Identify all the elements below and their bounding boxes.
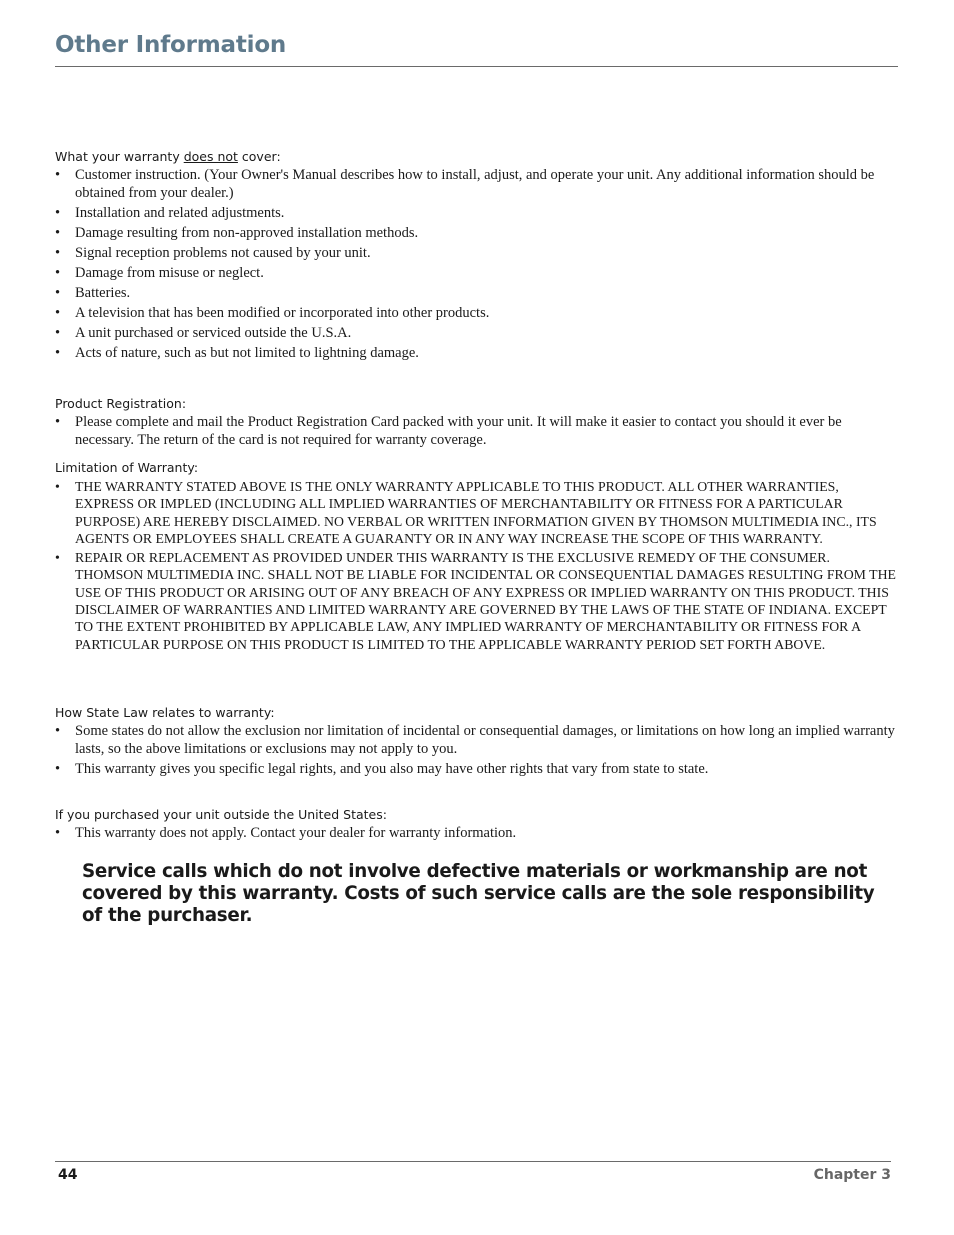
list-item-text: Damage from misuse or neglect.: [75, 264, 264, 281]
state-law-list: [55, 723, 898, 778]
list-item: [55, 345, 898, 363]
list-item: [55, 825, 898, 843]
state-law-heading: How State Law relates to warranty:: [55, 705, 275, 720]
list-item: [55, 205, 898, 223]
bullet-icon: •: [55, 550, 60, 566]
list-item: [55, 265, 898, 283]
list-item-text: Damage resulting from non-approved installation methods.: [75, 224, 419, 241]
registration-section: [55, 394, 898, 452]
heading-prefix: What your warranty: [55, 149, 184, 164]
not-covered-list: [55, 167, 898, 362]
state-law-section: [55, 703, 898, 781]
not-covered-heading: [55, 147, 898, 166]
limitation-list: [55, 478, 898, 653]
not-covered-section: [55, 147, 898, 365]
list-item-text: Installation and related adjustments.: [75, 204, 285, 221]
list-item: [55, 245, 898, 263]
list-item-text: Batteries.: [75, 284, 131, 301]
list-item-text: A unit purchased or serviced outside the U.S.A.: [75, 324, 352, 341]
page-title: Other Information: [55, 32, 287, 58]
bullet-icon: •: [55, 344, 61, 361]
heading-underlined: does not: [183, 149, 238, 164]
bullet-icon: •: [55, 723, 61, 739]
list-item: [55, 225, 898, 243]
list-item-text: This warranty does not apply. Contact your dealer for warranty information.: [75, 825, 517, 841]
bullet-icon: •: [55, 414, 61, 430]
limitation-heading: Limitation of Warranty:: [55, 460, 199, 475]
bullet-icon: •: [55, 264, 61, 281]
bullet-icon: •: [55, 204, 61, 221]
outside-us-heading: If you purchased your unit outside the United States:: [55, 807, 387, 822]
heading-suffix: cover:: [237, 149, 281, 164]
list-item: [55, 478, 898, 547]
list-item: [55, 285, 898, 303]
list-item: [55, 167, 898, 202]
limitation-section: [55, 458, 898, 655]
bullet-icon: •: [55, 760, 61, 777]
list-item-text: THE WARRANTY STATED ABOVE IS THE ONLY WARRANTY APPLICABLE TO THIS PRODUCT. ALL OTHER WARRANTIES, EXPRESS OR IMPLED (INCLUDING ALL IMPLIED WARRANTIES OF MERCHANTABILITY OR FITNESS FOR A PARTICULAR PURPOSE) ARE HEREBY DISCLAIMED. NO VERBAL OR WRITTEN INFORMATION GIVEN BY THOMSON MULTIMEDIA INC., ITS AGENTS OR EMPLOYEES SHALL CREATE A GUARANTY OR IN ANY WAY INCREASE THE SCOPE OF THIS WARRANTY.: [75, 479, 877, 546]
bullet-icon: •: [55, 224, 61, 241]
outside-us-list: [55, 825, 898, 843]
list-item-text: This warranty gives you specific legal rights, and you also may have other rights that vary from state to state.: [75, 760, 709, 777]
bullet-icon: •: [55, 284, 61, 301]
registration-list: [55, 414, 898, 449]
list-item: [55, 305, 898, 323]
footer-divider: [55, 1161, 891, 1162]
registration-heading: Product Registration:: [55, 396, 187, 411]
list-item-text: Customer instruction. (Your Owner's Manual describes how to install, adjust, and operate your unit. Any additional information should be obtained from your dealer.): [75, 167, 875, 201]
bullet-icon: •: [55, 244, 61, 261]
outside-us-section: [55, 805, 898, 845]
list-item: [55, 414, 898, 449]
list-item: [55, 723, 898, 758]
list-item-text: Some states do not allow the exclusion nor limitation of incidental or consequential damages, or limitations on how long an implied warranty lasts, so the above limitations or exclusions may not apply to you.: [75, 723, 895, 757]
header-divider: [55, 66, 898, 67]
bullet-icon: •: [55, 324, 61, 341]
list-item: [55, 549, 898, 653]
list-item-text: A television that has been modified or incorporated into other products.: [75, 304, 490, 321]
page-number: 44: [58, 1167, 78, 1183]
bullet-icon: •: [55, 479, 60, 494]
chapter-label: Chapter 3: [813, 1167, 891, 1183]
list-item: [55, 325, 898, 343]
bullet-icon: •: [55, 304, 61, 321]
bullet-icon: •: [55, 167, 61, 183]
list-item-text: Please complete and mail the Product Registration Card packed with your unit. It will make it easier to contact you should it ever be necessary. The return of the card is not required for warranty coverage.: [75, 414, 842, 448]
bullet-icon: •: [55, 825, 61, 841]
list-item-text: Signal reception problems not caused by your unit.: [75, 244, 371, 261]
list-item-text: Acts of nature, such as but not limited to lightning damage.: [75, 344, 419, 361]
service-calls-notice: Service calls which do not involve defective materials or workmanship are not covered by this warranty. Costs of such service calls are the sole responsibility of the purchaser.: [82, 861, 875, 926]
list-item-text: REPAIR OR REPLACEMENT AS PROVIDED UNDER THIS WARRANTY IS THE EXCLUSIVE REMEDY OF THE CONSUMER. THOMSON MULTIMEDIA INC. SHALL NOT BE LIABLE FOR INCIDENTAL OR CONSEQUENTIAL DAMAGES RESULTING FROM THE USE OF THIS PRODUCT OR ARISING OUT OF ANY BREACH OF ANY EXPRESS OR IMPLIED WARRANTY ON THIS PRODUCT. THIS DISCLAIMER OF WARRANTIES AND LIMITED WARRANTY ARE GOVERNED BY THE LAWS OF THE STATE OF INDIANA. EXCEPT TO THE EXTENT PROHIBITED BY APPLICABLE LAW, ANY IMPLIED WARRANTY OF MERCHANTABILITY OR FITNESS FOR A PARTICULAR PURPOSE ON THIS PRODUCT IS LIMITED TO THE APPLICABLE WARRANTY PERIOD SET FORTH ABOVE.: [75, 550, 896, 652]
list-item: [55, 761, 898, 779]
